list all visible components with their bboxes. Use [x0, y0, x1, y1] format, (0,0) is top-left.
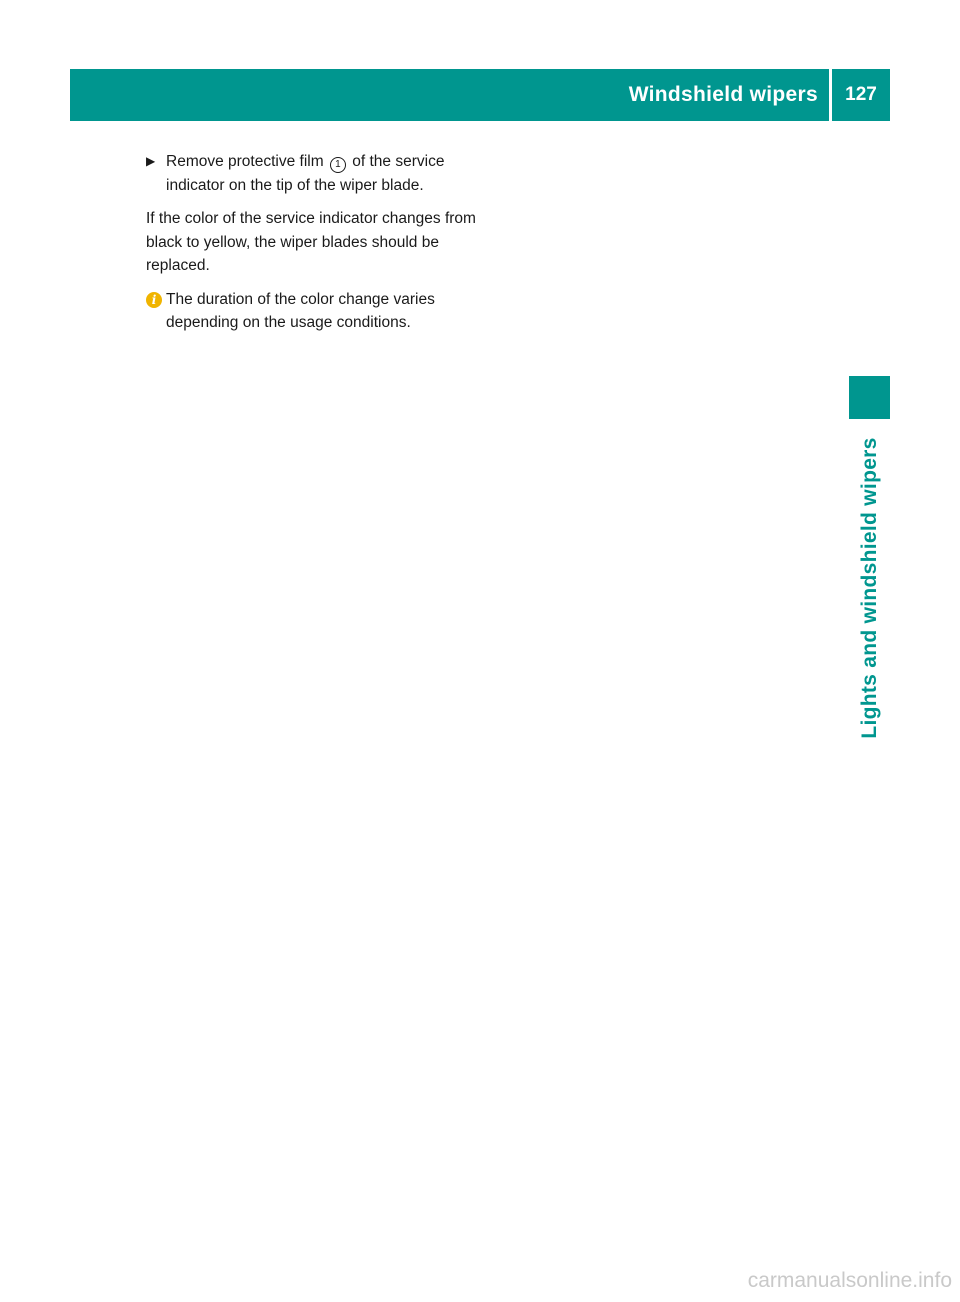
callout-number-icon: 1	[330, 157, 346, 173]
chapter-tab-label: Lights and windshield wipers	[858, 437, 881, 739]
info-icon: i	[146, 292, 162, 308]
body-paragraph: If the color of the service indicator changes from black to yellow, the wiper blades should be replaced.	[146, 210, 476, 274]
page-content	[146, 150, 491, 335]
chapter-tab-marker	[849, 376, 890, 419]
step-text-after: of the service indicator on the tip of the wiper blade.	[166, 153, 445, 194]
page-number: 127	[845, 84, 877, 105]
instruction-step	[146, 150, 491, 197]
info-note	[146, 288, 491, 335]
step-text-before: Remove protective film	[166, 153, 328, 170]
watermark: carmanualsonline.info	[747, 1269, 952, 1292]
section-title: Windshield wipers	[628, 83, 818, 106]
note-text: The duration of the color change varies depending on the usage conditions.	[166, 290, 435, 331]
arrow-right-icon: ▶	[146, 154, 156, 168]
page-header	[70, 69, 890, 121]
